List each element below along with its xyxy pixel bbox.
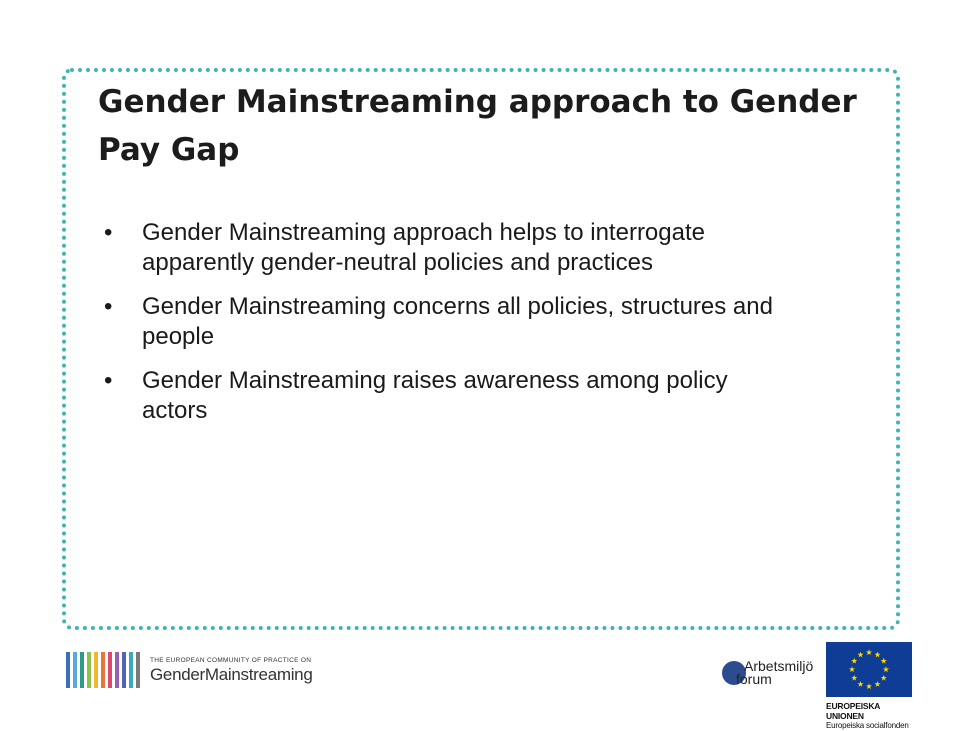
bullet-text: Gender Mainstreaming approach helps to interrogate apparently gender-neutral policies and practices [142,219,705,276]
gm-logo-big-text: GenderMainstreaming [150,664,313,684]
gm-logo-bar [129,652,133,688]
gm-logo-bar [87,652,91,688]
gm-logo-bar [136,652,140,688]
eu-star-icon [857,681,863,687]
gm-logo-bar [108,652,112,688]
bullet-marker: • [104,367,113,394]
eu-star-icon [881,675,887,681]
gm-logo-bar [115,652,119,688]
eu-star-icon [851,658,857,664]
eu-social-fund-logo [826,642,912,731]
gender-mainstreaming-logo [66,650,313,690]
gm-logo-bar [66,652,70,688]
slide-title: Gender Mainstreaming approach to Gender Pay Gap [98,84,857,168]
gm-logo-bar [94,652,98,688]
eu-star-icon [849,666,855,672]
bullet-text: Gender Mainstreaming concerns all policies, structures and people [142,293,773,350]
eu-star-icon [883,666,889,672]
eu-star-icon [851,675,857,681]
eu-stars-icon [826,642,912,697]
bullet-list [104,218,794,440]
arbetsmiljo-forum-logo [722,656,822,690]
gm-logo-text [150,656,313,685]
af-logo-text-bottom: forum [736,671,772,687]
eu-star-icon [874,652,880,658]
gm-logo-small-text: THE EUROPEAN COMMUNITY OF PRACTICE ON [150,656,312,664]
eu-logo-line2: Europeiska socialfonden [826,721,909,730]
bullet-item [104,218,794,278]
bullet-marker: • [104,219,113,246]
eu-star-icon [866,649,872,655]
eu-star-icon [866,683,872,689]
eu-star-icon [857,652,863,658]
eu-star-icon [881,658,887,664]
eu-flag-icon [826,642,912,697]
gm-logo-bar [73,652,77,688]
gm-logo-bar [80,652,84,688]
bullet-item [104,366,794,426]
gm-logo-bar [101,652,105,688]
bullet-marker: • [104,293,113,320]
gm-logo-bars [66,652,140,688]
af-logo-text-top: Arbetsmiljö [744,658,814,674]
eu-logo-line1: EUROPEISKA UNIONEN [826,701,880,721]
bullet-item [104,292,794,352]
eu-star-icon [874,681,880,687]
gm-logo-bar [122,652,126,688]
bullet-text: Gender Mainstreaming raises awareness among policy actors [142,367,728,424]
